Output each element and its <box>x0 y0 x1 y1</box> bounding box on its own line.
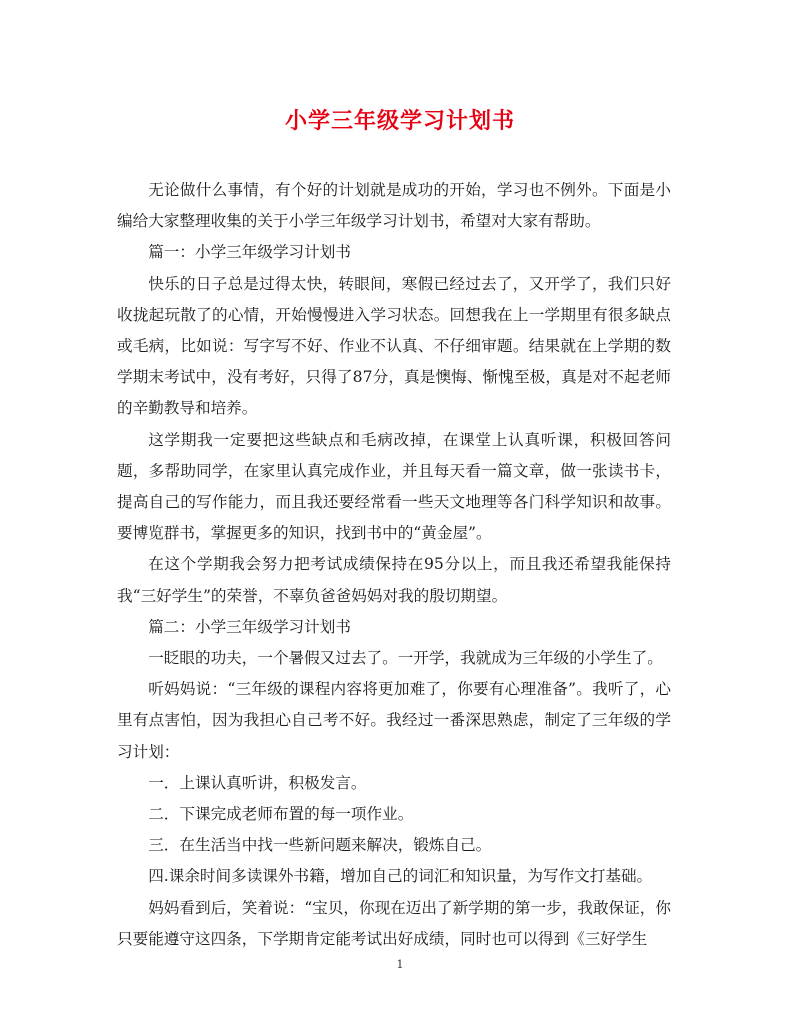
body-paragraph: 妈妈看到后，笑着说：“宝贝，你现在迈出了新学期的第一步，我敢保证，你只要能遵守这四条，下学期肯定能考试出好成绩，同时也可以得到《三好学生 <box>117 898 671 948</box>
body-paragraph: 一眨眼的功夫，一个暑假又过去了。一开学，我就成为三年级的小学生了。 <box>148 649 663 668</box>
plan-item: 四.课余时间多读课外书籍，增加自己的词汇和知识量，为写作文打基础。 <box>148 867 653 886</box>
body-paragraph: 这学期我一定要把这些缺点和毛病改掉，在课堂上认真听课，积极回答问题，多帮助同学，在家里认真完成作业，并且每天看一篇文章，做一张读书卡，提高自己的写作能力，而且我还要经常看一些天文地理等各门科学知识和故事。要博览群书，掌握更多的知识，找到书中的“黄金屋”。 <box>117 430 671 543</box>
section-heading-2: 篇二：小学三年级学习计划书 <box>148 617 351 636</box>
body-paragraph: 快乐的日子总是过得太快，转眼间，寒假已经过去了，又开学了，我们只好收拢起玩散了的心情，开始慢慢进入学习状态。回想我在上一学期里有很多缺点或毛病，比如说：写字写不好、作业不认真、不仔细审题。结果就在上学期的数学期末考试中，没有考好，只得了87分，真是懊悔、惭愧至极，真是对不起老师的辛勤教导和培养。 <box>117 274 671 418</box>
plan-item: 二．下课完成老师布置的每一项作业。 <box>148 805 414 824</box>
body-paragraph: 在这个学期我会努力把考试成绩保持在95分以上，而且我还希望我能保持我“三好学生”的荣誉，不辜负爸爸妈妈对我的殷切期望。 <box>117 555 671 605</box>
body-paragraph: 听妈妈说：“三年级的课程内容将更加难了，你要有心理准备”。我听了，心里有点害怕，因为我担心自己考不好。我经过一番深思熟虑，制定了三年级的学习计划： <box>117 680 671 761</box>
document-title: 小学三年级学习计划书 <box>284 108 515 134</box>
plan-item: 三．在生活当中找一些新问题来解决，锻炼自己。 <box>148 836 492 855</box>
plan-item: 一．上课认真听讲，积极发言。 <box>148 773 367 792</box>
intro-paragraph: 无论做什么事情，有个好的计划就是成功的开始，学习也不例外。下面是小编给大家整理收集的关于小学三年级学习计划书，希望对大家有帮助。 <box>117 181 671 231</box>
document-body <box>117 175 671 955</box>
section-heading-1: 篇一：小学三年级学习计划书 <box>148 243 351 262</box>
page-number: 1 <box>396 958 404 971</box>
